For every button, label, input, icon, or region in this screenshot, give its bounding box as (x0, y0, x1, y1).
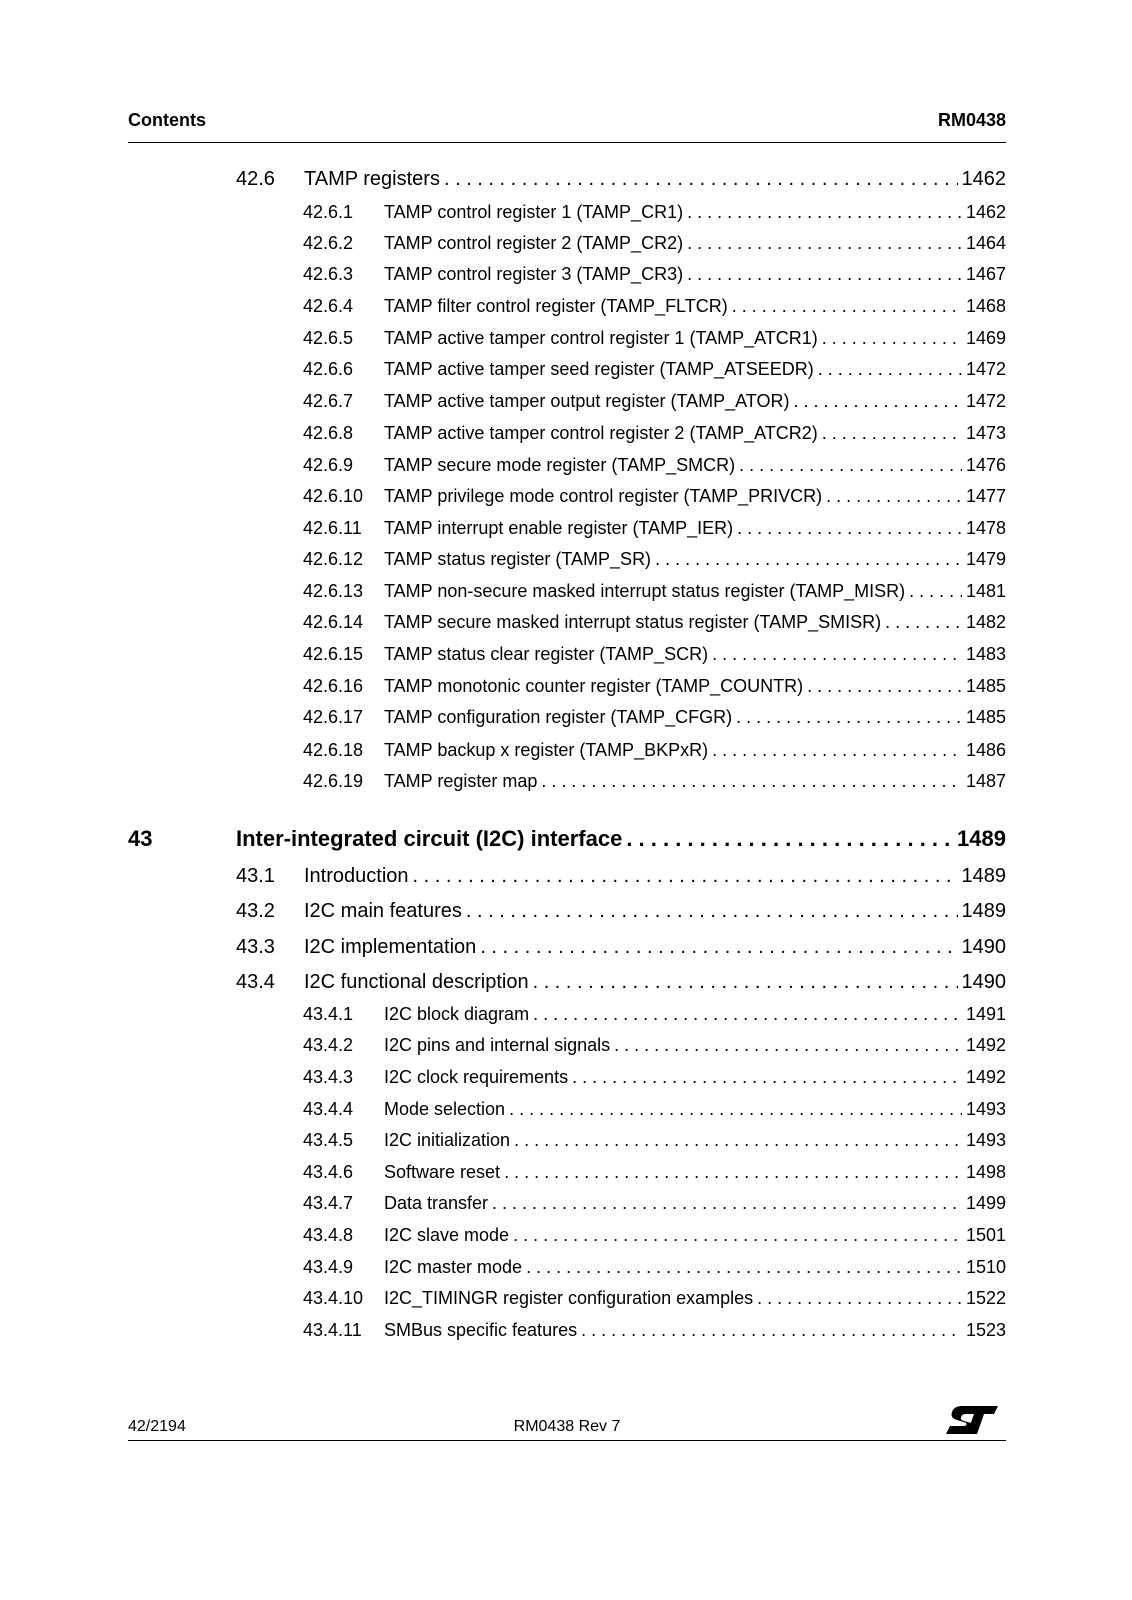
toc-entry-page: 1473 (965, 423, 1006, 443)
toc-entry-page: 1485 (965, 707, 1006, 727)
toc-entry-title: TAMP control register 1 (TAMP_CR1) (384, 202, 684, 222)
toc-entry-number: 42.6.2 (303, 233, 354, 253)
toc-dot-leader (466, 900, 958, 923)
toc-entry-title: TAMP active tamper output register (TAMP_ATOR) (384, 391, 790, 411)
toc-entry-title: I2C initialization (384, 1130, 511, 1150)
toc-entry[interactable] (303, 1099, 1006, 1120)
toc-entry-page: 1462 (961, 168, 1006, 190)
toc-entry-title: TAMP active tamper seed register (TAMP_ATSEEDR) (384, 359, 814, 379)
toc-entry[interactable] (303, 328, 1006, 349)
toc-entry[interactable] (303, 1067, 1006, 1088)
toc-entry[interactable] (303, 1288, 1006, 1309)
toc-entry[interactable] (303, 1130, 1006, 1151)
toc-entry-title: I2C main features (304, 900, 462, 922)
toc-entry-title: TAMP configuration register (TAMP_CFGR) (384, 707, 733, 727)
toc-dot-leader (509, 1099, 962, 1120)
toc-entry[interactable] (303, 740, 1006, 761)
toc-entry-number: 43.4.3 (303, 1067, 354, 1087)
toc-entry[interactable] (303, 644, 1006, 665)
toc-entry-number: 43.3 (236, 936, 275, 958)
toc-entry[interactable] (236, 900, 1006, 923)
toc-entry-title: TAMP status register (TAMP_SR) (384, 549, 652, 569)
toc-entry-number: 42.6.9 (303, 455, 354, 475)
toc-entry-title: I2C pins and internal signals (384, 1035, 611, 1055)
toc-dot-leader (826, 486, 962, 507)
toc-entry-title: TAMP registers (304, 168, 440, 190)
toc-entry-page: 1493 (965, 1099, 1006, 1119)
toc-dot-leader (504, 1162, 962, 1183)
toc-entry-title: I2C functional description (304, 971, 529, 993)
toc-entry-number: 42.6.3 (303, 264, 354, 284)
toc-entry-page: 1482 (965, 612, 1006, 632)
toc-entry[interactable] (303, 1193, 1006, 1214)
toc-entry-title: TAMP backup x register (TAMP_BKPxR) (384, 740, 709, 760)
toc-entry-number: 42.6.10 (303, 486, 364, 506)
toc-entry-page: 1486 (965, 740, 1006, 760)
toc-entry-page: 1472 (965, 391, 1006, 411)
toc-entry-page: 1478 (965, 518, 1006, 538)
toc-entry-number: 43.4.6 (303, 1162, 354, 1182)
toc-entry-page: 1501 (965, 1225, 1006, 1245)
toc-entry-number: 43.4.1 (303, 1004, 354, 1024)
toc-dot-leader (712, 644, 962, 665)
toc-dot-leader (712, 740, 962, 761)
toc-entry-title: I2C_TIMINGR register configuration examples (384, 1288, 754, 1308)
toc-dot-leader (533, 971, 958, 994)
toc-chapter-entry[interactable] (128, 826, 1006, 852)
toc-entry-page: 1464 (965, 233, 1006, 253)
toc-entry-number: 43.4.10 (303, 1288, 364, 1308)
toc-entry-page: 1491 (965, 1004, 1006, 1024)
toc-entry-page: 1492 (965, 1035, 1006, 1055)
toc-dot-leader (687, 233, 962, 254)
toc-entry[interactable] (236, 971, 1006, 994)
toc-entry-number: 42.6.19 (303, 771, 364, 791)
toc-dot-leader (626, 826, 953, 852)
toc-entry-title: Software reset (384, 1162, 501, 1182)
toc-entry-page: 1493 (965, 1130, 1006, 1150)
toc-entry-title: TAMP filter control register (TAMP_FLTCR) (384, 296, 728, 316)
toc-entry[interactable] (303, 296, 1006, 317)
toc-entry-number: 42.6.13 (303, 581, 364, 601)
toc-dot-leader (737, 518, 962, 539)
toc-dot-leader (909, 581, 962, 602)
toc-dot-leader (655, 549, 962, 570)
toc-entry-number: 43.4 (236, 971, 275, 993)
toc-entry-number: 42.6.11 (303, 518, 362, 538)
toc-entry-page: 1462 (965, 202, 1006, 222)
toc-entry-number: 42.6 (236, 168, 275, 190)
toc-dot-leader (807, 676, 962, 697)
toc-entry-title: SMBus specific features (384, 1320, 578, 1340)
toc-dot-leader (533, 1004, 962, 1025)
toc-dot-leader (444, 168, 958, 191)
toc-entry-page: 1498 (965, 1162, 1006, 1182)
toc-entry-page: 1485 (965, 676, 1006, 696)
header-section-label: Contents (128, 110, 206, 130)
toc-entry-title: Data transfer (384, 1193, 489, 1213)
toc-entry-number: 43.1 (236, 865, 275, 887)
toc-entry[interactable] (303, 771, 1006, 792)
toc-entry-title: I2C slave mode (384, 1225, 510, 1245)
toc-entry-title: TAMP monotonic counter register (TAMP_COUNTR) (384, 676, 804, 696)
toc-entry-page: 1477 (965, 486, 1006, 506)
toc-entry-page: 1481 (965, 581, 1006, 601)
toc-dot-leader (687, 202, 962, 223)
toc-entry-title: Inter-integrated circuit (I2C) interface (236, 826, 623, 851)
toc-entry-title: TAMP non-secure masked interrupt status register (TAMP_MISR) (384, 581, 906, 601)
toc-entry[interactable] (303, 1257, 1006, 1278)
toc-entry-page: 1487 (965, 771, 1006, 791)
toc-entry-title: I2C master mode (384, 1257, 523, 1277)
toc-entry[interactable] (303, 455, 1006, 476)
toc-entry[interactable] (303, 423, 1006, 444)
st-logo-icon (944, 1404, 1000, 1436)
toc-dot-leader (822, 328, 962, 349)
toc-entry[interactable] (303, 581, 1006, 602)
toc-entry[interactable] (236, 936, 1006, 959)
toc-entry-number: 43.4.11 (303, 1320, 362, 1340)
page-header (128, 110, 1006, 143)
toc-entry-number: 42.6.4 (303, 296, 354, 316)
toc-dot-leader (480, 936, 957, 959)
toc-entry[interactable] (303, 612, 1006, 633)
toc-entry[interactable] (303, 1004, 1006, 1025)
toc-entry-page: 1490 (961, 971, 1006, 993)
toc-dot-leader (739, 455, 962, 476)
toc-entry[interactable] (303, 391, 1006, 412)
toc-entry[interactable] (303, 1162, 1006, 1183)
toc-entry-number: 42.6.5 (303, 328, 354, 348)
toc-entry[interactable] (303, 202, 1006, 223)
toc-entry-number: 43 (128, 826, 153, 851)
footer-page-number: 42/2194 (128, 1418, 186, 1435)
toc-entry-page: 1523 (965, 1320, 1006, 1340)
toc-entry-number: 42.6.6 (303, 359, 354, 379)
toc-entry-page: 1472 (965, 359, 1006, 379)
toc-entry-page: 1469 (965, 328, 1006, 348)
toc-entry-title: TAMP secure masked interrupt status register (TAMP_SMISR) (384, 612, 882, 632)
toc-entry-number: 42.6.1 (303, 202, 354, 222)
toc-entry-page: 1489 (961, 900, 1006, 922)
toc-entry[interactable] (303, 359, 1006, 380)
toc-dot-leader (514, 1130, 962, 1151)
toc-entry-title: TAMP control register 3 (TAMP_CR3) (384, 264, 684, 284)
toc-entry[interactable] (303, 1320, 1006, 1341)
toc-entry-number: 43.4.2 (303, 1035, 354, 1055)
toc-dot-leader (413, 865, 958, 888)
toc-entry[interactable] (303, 676, 1006, 697)
toc-dot-leader (541, 771, 962, 792)
toc-dot-leader (581, 1320, 962, 1341)
toc-entry-number: 42.6.12 (303, 549, 364, 569)
toc-dot-leader (687, 264, 962, 285)
toc-entry-page: 1522 (965, 1288, 1006, 1308)
toc-entry-page: 1510 (965, 1257, 1006, 1277)
toc-entry-title: I2C implementation (304, 936, 477, 958)
toc-entry-page: 1483 (965, 644, 1006, 664)
toc-dot-leader (793, 391, 961, 412)
toc-entry-title: Introduction (304, 865, 409, 887)
toc-dot-leader (732, 296, 962, 317)
toc-entry-title: TAMP active tamper control register 1 (TAMP_ATCR1) (384, 328, 818, 348)
toc-entry-title: TAMP register map (384, 771, 538, 791)
toc-entry-number: 43.2 (236, 900, 275, 922)
toc-dot-leader (572, 1067, 962, 1088)
toc-entry-number: 43.4.9 (303, 1257, 354, 1277)
toc-dot-leader (513, 1225, 962, 1246)
toc-entry[interactable] (303, 486, 1006, 507)
toc-entry-page: 1489 (957, 826, 1006, 851)
toc-entry[interactable] (236, 865, 1006, 888)
toc-entry-page: 1492 (965, 1067, 1006, 1087)
toc-entry-page: 1499 (965, 1193, 1006, 1213)
footer-doc-revision: RM0438 Rev 7 (513, 1418, 621, 1435)
toc-entry-page: 1467 (965, 264, 1006, 284)
toc-entry-title: TAMP secure mode register (TAMP_SMCR) (384, 455, 736, 475)
toc-entry[interactable] (303, 1225, 1006, 1246)
toc-entry-title: TAMP interrupt enable register (TAMP_IER) (384, 518, 734, 538)
toc-entry-number: 43.4.5 (303, 1130, 354, 1150)
toc-entry[interactable] (236, 168, 1006, 191)
toc-entry-title: Mode selection (384, 1099, 506, 1119)
toc-dot-leader (492, 1193, 962, 1214)
toc-entry-page: 1476 (965, 455, 1006, 475)
toc-entry-number: 43.4.4 (303, 1099, 354, 1119)
toc-dot-leader (614, 1035, 962, 1056)
toc-entry-page: 1468 (965, 296, 1006, 316)
toc-entry-number: 43.4.7 (303, 1193, 354, 1213)
toc-entry-title: TAMP control register 2 (TAMP_CR2) (384, 233, 684, 253)
toc-entry[interactable] (303, 264, 1006, 285)
toc-entry-number: 42.6.15 (303, 644, 364, 664)
toc-entry[interactable] (303, 707, 1006, 728)
toc-entry-number: 43.4.8 (303, 1225, 354, 1245)
toc-entry-title: TAMP status clear register (TAMP_SCR) (384, 644, 709, 664)
toc-entry-number: 42.6.8 (303, 423, 354, 443)
header-doc-id: RM0438 (937, 110, 1006, 130)
toc-entry-title: I2C block diagram (384, 1004, 530, 1024)
toc-entry[interactable] (303, 1035, 1006, 1056)
toc-entry-title: I2C clock requirements (384, 1067, 569, 1087)
toc-dot-leader (885, 612, 962, 633)
toc-dot-leader (818, 359, 962, 380)
toc-entry-number: 42.6.7 (303, 391, 354, 411)
toc-entry[interactable] (303, 518, 1006, 539)
toc-entry-page: 1489 (961, 865, 1006, 887)
toc-entry[interactable] (303, 549, 1006, 570)
toc-dot-leader (757, 1288, 962, 1309)
toc-entry-title: TAMP privilege mode control register (TAMP_PRIVCR) (384, 486, 823, 506)
toc-entry-page: 1479 (965, 549, 1006, 569)
toc-dot-leader (526, 1257, 962, 1278)
toc-dot-leader (822, 423, 962, 444)
toc-entry-number: 42.6.17 (303, 707, 364, 727)
toc-entry[interactable] (303, 233, 1006, 254)
toc-entry-number: 42.6.14 (303, 612, 364, 632)
toc-entry-number: 42.6.18 (303, 740, 364, 760)
page-footer (128, 1404, 1006, 1441)
toc-entry-number: 42.6.16 (303, 676, 364, 696)
toc-dot-leader (736, 707, 962, 728)
toc-entry-page: 1490 (961, 936, 1006, 958)
toc-entry-title: TAMP active tamper control register 2 (TAMP_ATCR2) (384, 423, 818, 443)
